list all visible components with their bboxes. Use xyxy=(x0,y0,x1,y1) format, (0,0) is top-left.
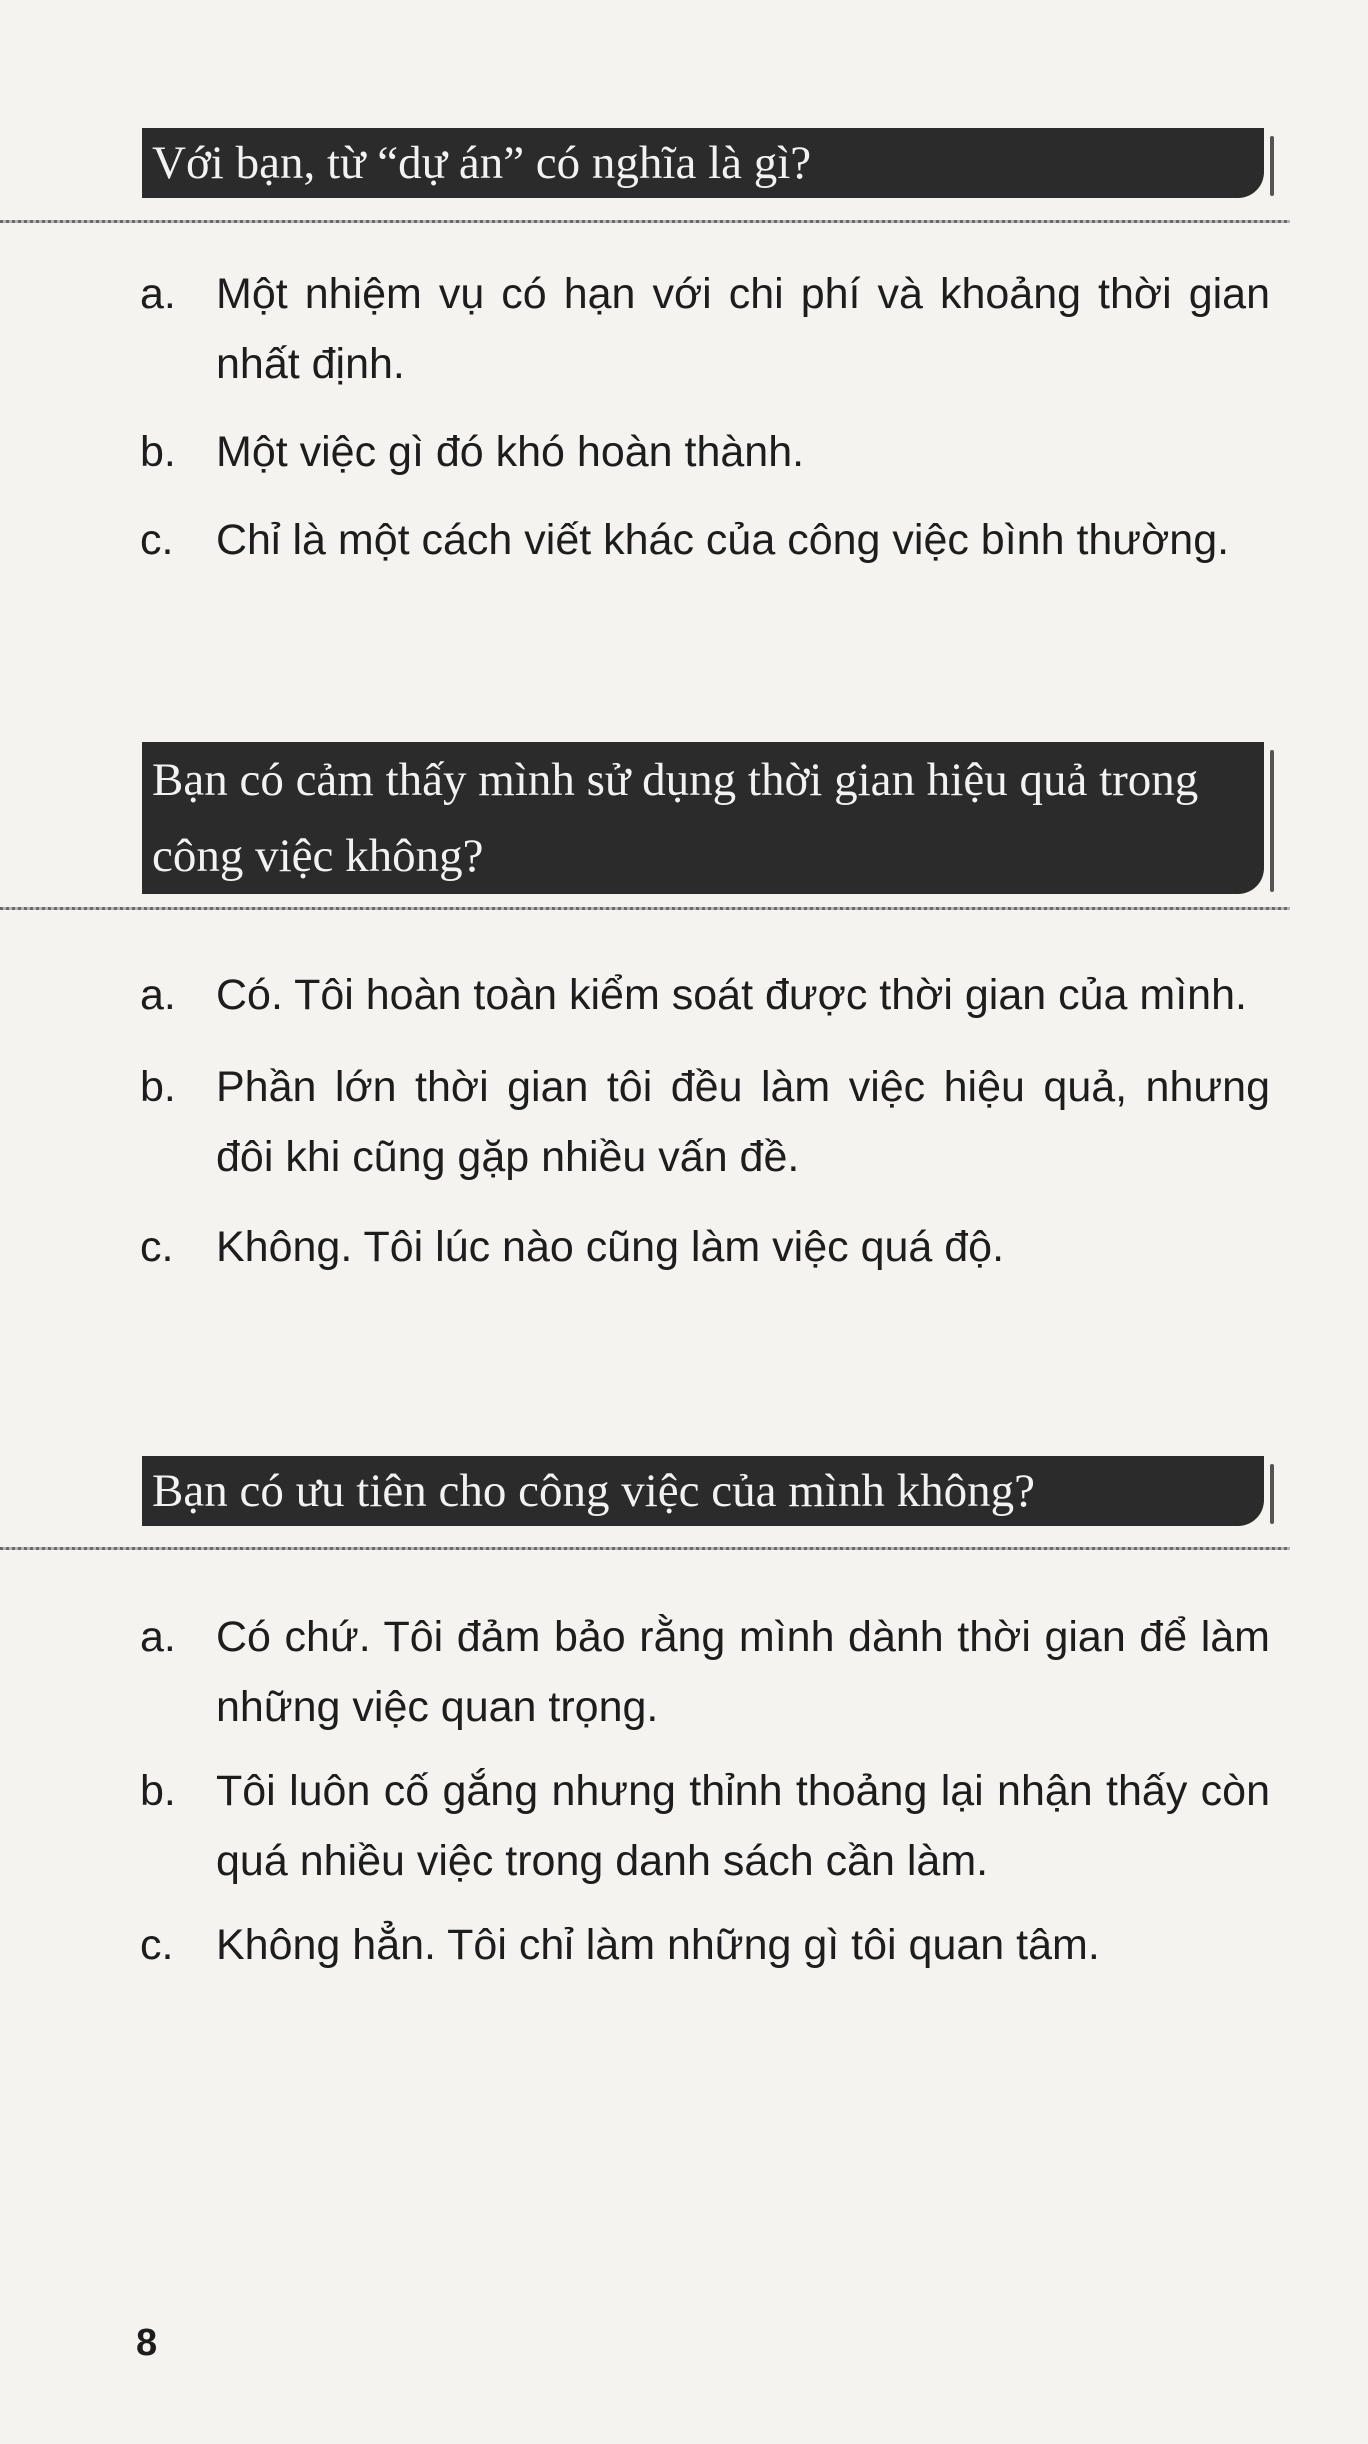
answer-text: Chỉ là một cách viết khác của công việc bình thường. xyxy=(216,516,1230,564)
answer-item xyxy=(140,1910,1270,1980)
question-3-rule xyxy=(0,1547,1290,1550)
answer-text: Có. Tôi hoàn toàn kiểm soát được thời gian của mình. xyxy=(216,971,1247,1019)
answer-letter: c. xyxy=(140,1223,174,1271)
answer-item xyxy=(140,1602,1270,1742)
question-1-title: Với bạn, từ “dự án” có nghĩa là gì? xyxy=(142,128,1264,198)
question-1-answers xyxy=(140,259,1270,575)
page-number: 8 xyxy=(136,2322,158,2364)
answer-item xyxy=(140,1212,1270,1282)
answer-letter: a. xyxy=(140,270,176,318)
question-2-answers xyxy=(140,960,1270,1282)
question-2-rule xyxy=(0,907,1290,910)
answer-text: Không. Tôi lúc nào cũng làm việc quá độ. xyxy=(216,1223,1005,1271)
answer-letter: b. xyxy=(140,1063,176,1111)
answer-text: Một việc gì đó khó hoàn thành. xyxy=(216,428,805,476)
answer-item xyxy=(140,417,1270,487)
answer-item xyxy=(140,1052,1270,1192)
answer-letter: c. xyxy=(140,1921,174,1969)
answer-letter: c. xyxy=(140,516,174,564)
answer-text: Phần lớn thời gian tôi đều làm việc hiệu quả, nhưng đôi khi cũng gặp nhiều vấn đề. xyxy=(216,1063,1270,1181)
answer-text: Không hẳn. Tôi chỉ làm những gì tôi quan tâm. xyxy=(216,1921,1100,1969)
answer-letter: b. xyxy=(140,1767,176,1815)
answer-text: Có chứ. Tôi đảm bảo rằng mình dành thời gian để làm những việc quan trọng. xyxy=(216,1613,1270,1731)
question-2-title: Bạn có cảm thấy mình sử dụng thời gian hiệu quả trong công việc không? xyxy=(142,742,1264,894)
question-1-rule xyxy=(0,220,1290,223)
question-3-title: Bạn có ưu tiên cho công việc của mình không? xyxy=(142,1456,1264,1526)
answer-item xyxy=(140,505,1270,575)
answer-letter: a. xyxy=(140,971,176,1019)
answer-item xyxy=(140,960,1270,1030)
answer-text: Tôi luôn cố gắng nhưng thỉnh thoảng lại nhận thấy còn quá nhiều việc trong danh sách cần làm. xyxy=(216,1767,1270,1885)
question-3-answers xyxy=(140,1602,1270,1980)
answer-item xyxy=(140,1756,1270,1896)
answer-text: Một nhiệm vụ có hạn với chi phí và khoảng thời gian nhất định. xyxy=(216,270,1270,388)
answer-item xyxy=(140,259,1270,399)
answer-letter: a. xyxy=(140,1613,176,1661)
answer-letter: b. xyxy=(140,428,176,476)
